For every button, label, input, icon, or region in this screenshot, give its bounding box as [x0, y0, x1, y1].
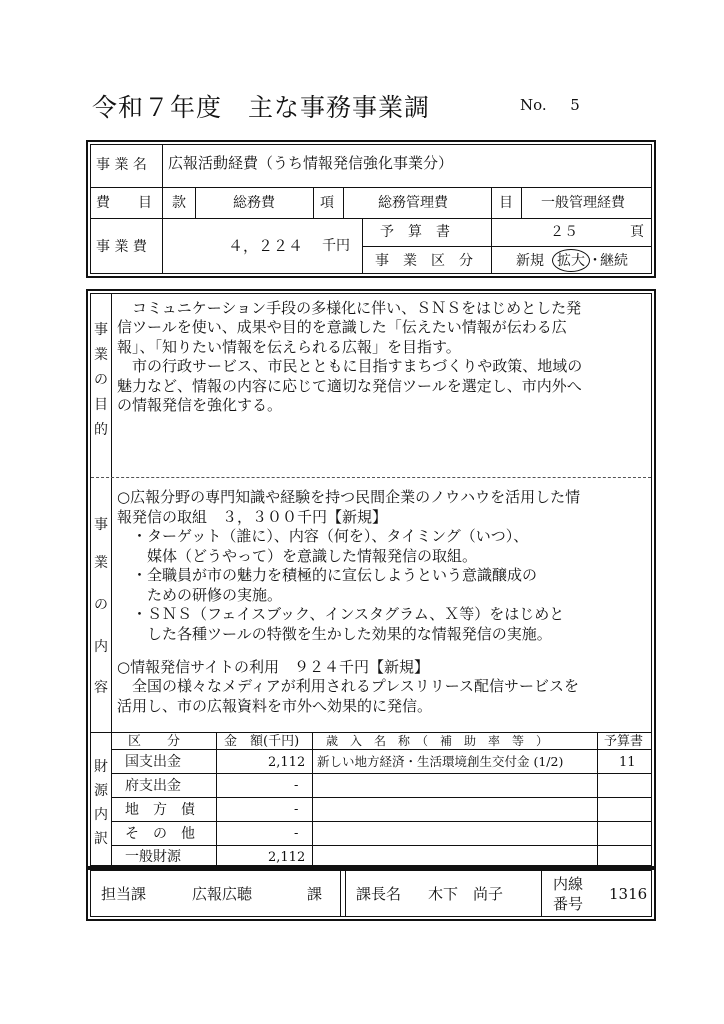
- extension-label-line2: 番号: [553, 895, 584, 913]
- content-line: ・ターゲット（誰に）、内容（何を）、タイミング（いつ）、: [117, 527, 529, 545]
- content-line: 報発信の取組 ３，３００千円【新規】: [117, 508, 388, 526]
- section-divider: [91, 477, 651, 478]
- content-label-char: 事: [94, 517, 108, 533]
- purpose-label-char: 目: [94, 397, 108, 413]
- purpose-label-char: の: [94, 372, 108, 388]
- budget-page: ２５: [550, 224, 578, 240]
- manager-name: 木下 尚子: [428, 885, 504, 903]
- content-line: 全国の様々なメディアが利用されるプレスリリース配信サービスを: [117, 677, 580, 695]
- budget-label: 予 算 書: [380, 224, 450, 240]
- finance-header-category: 区 分: [128, 734, 181, 749]
- section-name: 広報広聴: [192, 885, 253, 903]
- finance-row-revenue: 新しい地方経済・生活環境創生交付金 (1/2): [317, 754, 564, 769]
- finance-row-category: 地 方 債: [125, 802, 195, 818]
- purpose-line: 魅力など、情報の内容に応じて適切な発信ツールを選定し、市内外へ: [117, 377, 582, 395]
- content-line: ための研修の実施。: [117, 586, 283, 604]
- category-expand-selected: 拡大: [557, 253, 585, 269]
- category-new: 新規: [516, 253, 544, 269]
- finance-row-category: 府支出金: [125, 778, 181, 794]
- category-label: 事 業 区 分: [375, 253, 473, 269]
- purpose-line: 信ツールを使い、成果や目的を意識した「伝えたい情報が伝わる広: [117, 318, 567, 336]
- finance-label-char: 訳: [94, 831, 108, 847]
- business-name: 広報活動経費（うち情報発信強化事業分）: [168, 154, 454, 172]
- purpose-line: 市の行政サービス、市民とともに目指すまちづくりや政策、地域の: [117, 357, 583, 375]
- finance-label-char: 内: [94, 807, 108, 823]
- content-line: ・全職員が市の魅力を積極的に宣伝しようという意識醸成の: [117, 566, 538, 584]
- content-line: ○広報分野の専門知識や経験を持つ民間企業のノウハウを活用した情: [117, 488, 581, 506]
- content-label-char: 内: [94, 639, 108, 655]
- business-name-label: 事 業 名: [96, 157, 147, 173]
- section-suffix: 課: [307, 885, 323, 903]
- finance-row-category: 国支出金: [125, 754, 181, 770]
- finance-header-amount: 金 額(千円): [224, 734, 300, 749]
- finance-label-char: 財: [94, 759, 108, 775]
- finance-header-revenue: 歳 入 名 称 （ 補 助 率 等 ）: [326, 734, 549, 748]
- doc-no-label: No.: [520, 96, 547, 114]
- purpose-label-char: 事: [94, 322, 108, 338]
- finance-header-budget: 予算書: [604, 734, 644, 749]
- finance-row-budget: 11: [619, 755, 636, 770]
- himoku-label: 費 目: [96, 195, 152, 211]
- moku-value: 一般管理経費: [541, 195, 625, 211]
- budget-page-unit: 頁: [630, 224, 644, 240]
- extension-number: 1316: [609, 885, 648, 903]
- purpose-line: の情報発信を強化する。: [117, 396, 283, 414]
- finance-row-amount: -: [294, 778, 299, 793]
- content-label-char: の: [94, 597, 108, 613]
- finance-row-amount: 2,112: [268, 850, 306, 865]
- kou-label: 項: [320, 195, 334, 211]
- finance-row-amount: 2,112: [268, 755, 306, 770]
- page-title: 令和７年度 主な事務事業調: [92, 93, 431, 122]
- cost-label: 事 業 費: [96, 239, 147, 255]
- content-line: 活用し、市の広報資料を市外へ効果的に発信。: [117, 697, 433, 715]
- category-separator: ・: [588, 253, 602, 269]
- purpose-line: コミュニケーション手段の多様化に伴い、ＳＮＳをはじめとした発: [117, 299, 582, 317]
- finance-row-amount: -: [294, 826, 299, 841]
- moku-label: 目: [499, 195, 513, 211]
- kan-label: 款: [172, 195, 186, 211]
- finance-label-char: 源: [94, 783, 108, 799]
- cost-value: ４，２２４: [228, 237, 304, 255]
- content-line: 媒体（どうやって）を意識した情報発信の取組。: [117, 547, 478, 565]
- content-line: ・ＳＮＳ（フェイスブック、インスタグラム、Ｘ等）をはじめと: [117, 605, 565, 623]
- manager-label: 課長名: [356, 885, 402, 903]
- finance-row-category: 一般財源: [125, 849, 181, 865]
- doc-no-value: 5: [570, 96, 580, 114]
- section-label: 担当課: [101, 885, 147, 903]
- finance-row-category: そ の 他: [125, 826, 195, 842]
- extension-label-line1: 内線: [553, 875, 584, 893]
- category-continue: 継続: [600, 253, 628, 269]
- content-line: した各種ツールの特徴を生かした効果的な情報発信の実施。: [117, 625, 552, 643]
- content-line: ○情報発信サイトの利用 ９２４千円【新規】: [117, 658, 430, 676]
- content-label-char: 業: [94, 555, 108, 571]
- purpose-label-char: 的: [94, 422, 108, 438]
- kou-value: 総務管理費: [378, 195, 448, 211]
- purpose-line: 報」、「知りたい情報を伝えられる広報」を目指す。: [117, 338, 461, 356]
- cost-unit: 千円: [322, 238, 350, 254]
- document-number: [520, 96, 580, 114]
- purpose-label-char: 業: [94, 347, 108, 363]
- content-label-char: 容: [94, 680, 108, 696]
- finance-row-amount: -: [294, 802, 299, 817]
- kan-value: 総務費: [233, 195, 275, 211]
